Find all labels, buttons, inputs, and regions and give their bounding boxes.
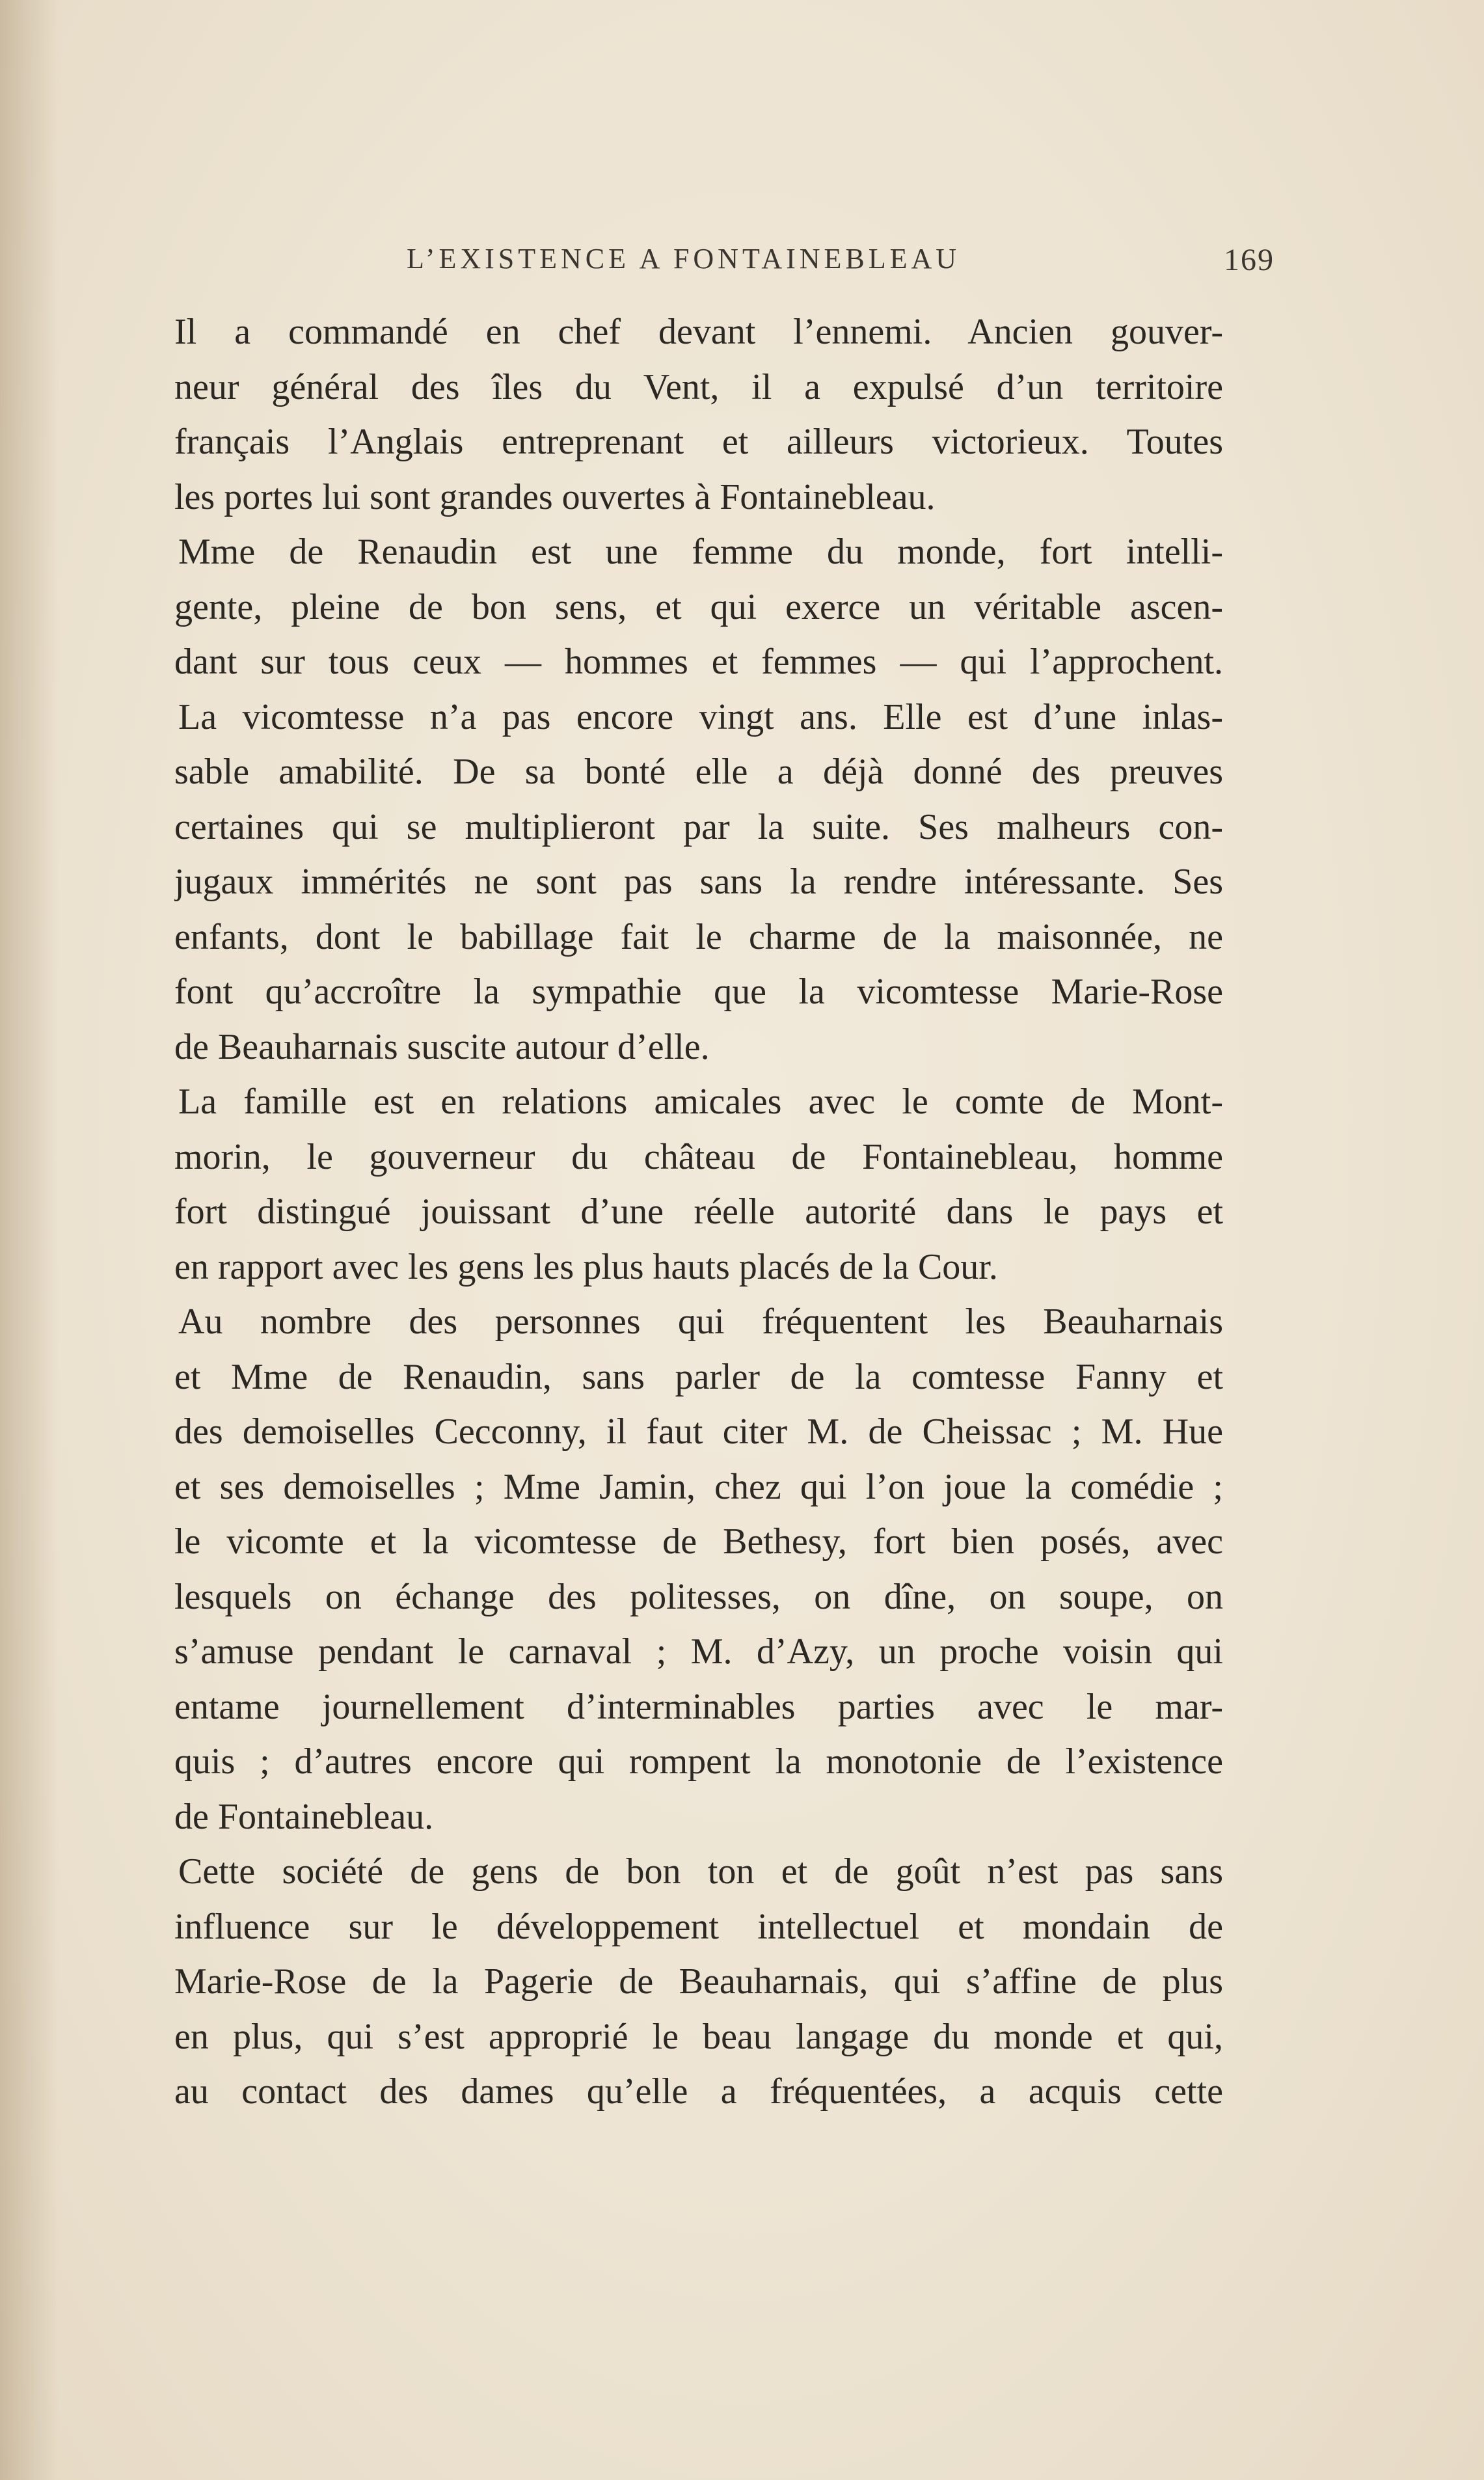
- text-line: et Mme de Renaudin, sans parler de la comtesse Fanny et: [174, 1356, 1223, 1397]
- text-line: Cette société de gens de bon ton et de goût n’est pas sans: [178, 1851, 1223, 1892]
- text-line: gente, pleine de bon sens, et qui exerce un véritable ascen-: [174, 586, 1223, 627]
- text-line: Il a commandé en chef devant l’ennemi. Ancien gouver-: [174, 312, 1223, 352]
- text-line: de Beauharnais suscite autour d’elle.: [174, 1026, 710, 1067]
- text-line: des demoiselles Cecconny, il faut citer M. de Cheissac ; M. Hue: [174, 1411, 1223, 1452]
- text-line: entame journellement d’interminables parties avec le mar-: [174, 1686, 1223, 1727]
- text-line: le vicomte et la vicomtesse de Bethesy, fort bien posés, avec: [174, 1521, 1223, 1562]
- text-line: français l’Anglais entreprenant et ailleurs victorieux. Toutes: [174, 422, 1223, 462]
- text-line: et ses demoiselles ; Mme Jamin, chez qui l’on joue la comédie ;: [174, 1466, 1223, 1507]
- text-line: quis ; d’autres encore qui rompent la monotonie de l’existence: [174, 1741, 1223, 1782]
- text-line: neur général des îles du Vent, il a expulsé d’un territoire: [174, 366, 1223, 407]
- text-line: s’amuse pendant le carnaval ; M. d’Azy, un proche voisin qui: [174, 1631, 1223, 1672]
- text-line: en plus, qui s’est approprié le beau langage du monde et qui,: [174, 2016, 1223, 2057]
- text-line: Mme de Renaudin est une femme du monde, fort intelli-: [178, 532, 1223, 572]
- text-line: jugaux immérités ne sont pas sans la rendre intéressante. Ses: [174, 862, 1223, 902]
- text-line: Marie-Rose de la Pagerie de Beauharnais, qui s’affine de plus: [174, 1961, 1223, 2002]
- text-line: de Fontainebleau.: [174, 1796, 434, 1837]
- text-line: influence sur le développement intellectuel et mondain de: [174, 1906, 1223, 1947]
- text-line: La famille est en relations amicales avec le comte de Mont-: [178, 1082, 1223, 1122]
- text-line: La vicomtesse n’a pas encore vingt ans. Elle est d’une inlas-: [178, 696, 1223, 737]
- text-line: en rapport avec les gens les plus hauts placés de la Cour.: [174, 1246, 998, 1287]
- page-number: 169: [1224, 243, 1275, 277]
- text-line: certaines qui se multiplieront par la suite. Ses malheurs con-: [174, 806, 1223, 847]
- text-line: dant sur tous ceux — hommes et femmes — qui l’approchent.: [174, 642, 1223, 682]
- body-text: [174, 305, 1223, 2119]
- text-line: Au nombre des personnes qui fréquentent les Beauharnais: [178, 1301, 1223, 1342]
- text-line: sable amabilité. De sa bonté elle a déjà donné des preuves: [174, 752, 1223, 792]
- text-line: morin, le gouverneur du château de Fontainebleau, homme: [174, 1136, 1223, 1177]
- running-header: L’EXISTENCE A FONTAINEBLEAU: [407, 243, 961, 275]
- text-line: fort distingué jouissant d’une réelle autorité dans le pays et: [174, 1192, 1223, 1232]
- text-line: font qu’accroître la sympathie que la vicomtesse Marie-Rose: [174, 972, 1223, 1012]
- text-line: enfants, dont le babillage fait le charme de la maisonnée, ne: [174, 916, 1223, 957]
- page-spine-shadow: [0, 0, 59, 2480]
- text-line: lesquels on échange des politesses, on dîne, on soupe, on: [174, 1576, 1223, 1617]
- text-line: les portes lui sont grandes ouvertes à Fontainebleau.: [174, 476, 936, 517]
- text-line: au contact des dames qu’elle a fréquentées, a acquis cette: [174, 2071, 1223, 2112]
